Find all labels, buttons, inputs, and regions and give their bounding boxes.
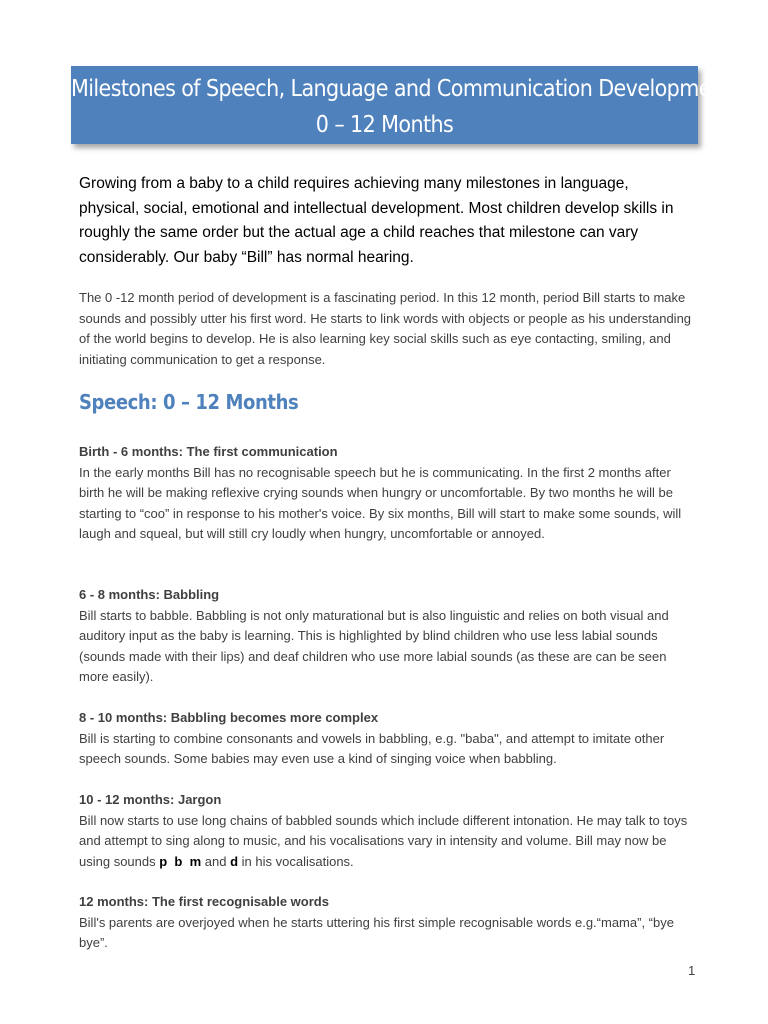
milestone-heading: 10 - 12 months: Jargon (79, 792, 222, 807)
milestone-heading: 8 - 10 months: Babbling becomes more complex (79, 710, 379, 725)
milestone-text: Bill's parents are overjoyed when he starts uttering his first simple recognisable words e.g.“mama”, “bye bye”. (79, 914, 674, 950)
milestone-text-and: and (201, 853, 231, 869)
milestone-heading: 6 - 8 months: Babbling (79, 587, 220, 602)
milestone-text: Bill is starting to combine consonants and vowels in babbling, e.g. "baba", and attempt to imitate other speech sounds. Some babies may even use a kind of singing voice when babbling. (79, 730, 665, 766)
title-line-1: Milestones of Speech, Language and Communication Development: (71, 76, 738, 102)
milestone-6-8-months (79, 585, 694, 688)
sound-d: d (230, 853, 239, 869)
section-heading: Speech: 0 – 12 Months (79, 390, 299, 414)
milestone-heading: Birth - 6 months: The first communication (79, 444, 338, 459)
title-banner (71, 66, 738, 144)
milestone-text: In the early months Bill has no recognisable speech but he is communicating. In the first 2 months after birth he will be making reflexive crying sounds when hungry or uncomfortable. By two months he will be starting to “coo” in response to his mother's voice. By six months, Bill will start to make some sounds, will laugh and squeal, but will still cry loudly when hungry, uncomfortable or annoyed. (79, 464, 682, 541)
milestone-text: Bill starts to babble. Babbling is not only maturational but is also linguistic and relies on both visual and auditory input as the baby is learning. This is highlighted by blind children who use less labial sounds (sounds made with their lips) and deaf children who use more labial sounds (as these are can be seen more easily). (79, 607, 669, 684)
overview-paragraph: The 0 -12 month period of development is a fascinating period. In this 12 month, period Bill starts to make sounds and possibly utter his first word. He starts to link words with objects or people as his understanding of the world begins to develop. He is also learning key social skills such as eye contacting, smiling, and initiating communication to get a response. (79, 290, 692, 367)
sound-m: m (189, 853, 202, 869)
intro-paragraph: Growing from a baby to a child requires achieving many milestones in language, physical, social, emotional and intellectual development. Most children develop skills in roughly the same order but the actual age a child reaches that milestone can vary considerably. Our baby “Bill” has normal hearing. (79, 175, 674, 266)
milestone-text-before: Bill now starts to use long chains of babbled sounds which include different intonation. He may talk to toys and attempt to sing along to music, and his vocalisations vary in intensity and volume. Bill may now be using sounds (79, 812, 688, 869)
title-line-2: 0 – 12 Months (315, 112, 454, 138)
sound-b: b (174, 853, 183, 869)
sound-p: p (159, 853, 168, 869)
milestone-10-12-months (79, 790, 694, 872)
milestone-heading: 12 months: The first recognisable words (79, 894, 329, 909)
milestone-text (79, 811, 694, 873)
milestone-text-after: in his vocalisations. (238, 853, 354, 869)
page-number: 1 (688, 963, 696, 978)
milestone-8-10-months (79, 708, 694, 770)
milestone-12-months (79, 892, 694, 954)
milestone-birth-6-months (79, 442, 694, 545)
